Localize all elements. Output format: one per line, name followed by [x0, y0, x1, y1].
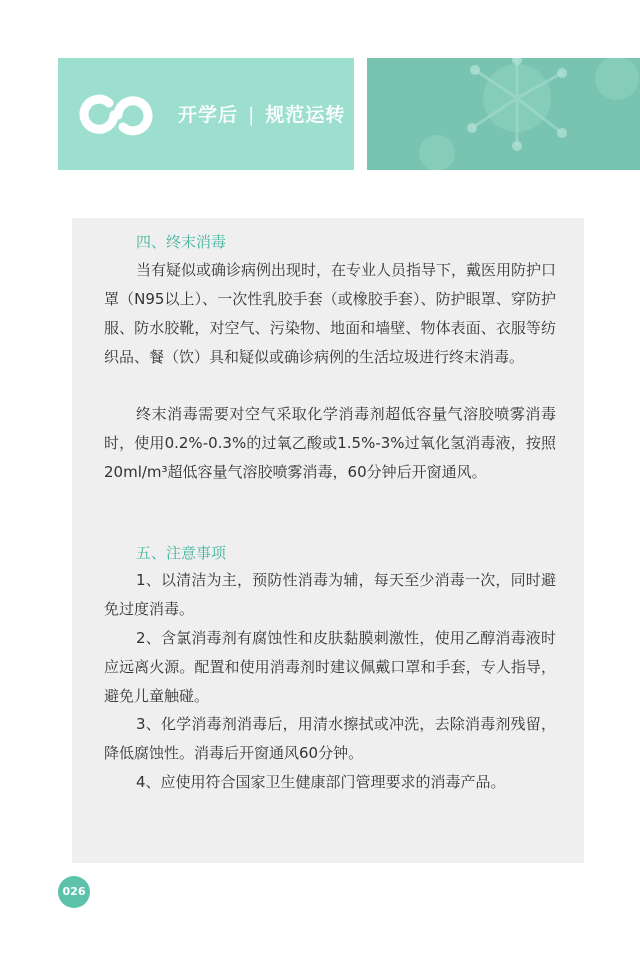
paragraph: 4、应使用符合国家卫生健康部门管理要求的消毒产品。 — [136, 773, 506, 791]
paragraph: 3、化学消毒剂消毒后，用清水擦拭或冲洗，去除消毒剂残留，降低腐蚀性。消毒后开窗通风60分钟。 — [104, 715, 556, 762]
virus-illustration — [367, 58, 640, 170]
section-heading-precautions: 五、注意事项 — [136, 544, 227, 562]
logo-icon — [76, 92, 156, 138]
paragraph: 1、以清洁为主，预防性消毒为辅，每天至少消毒一次，同时避免过度消毒。 — [104, 571, 556, 618]
paragraph: 2、含氯消毒剂有腐蚀性和皮肤黏膜刺激性，使用乙醇消毒液时应远离火源。配置和使用消毒剂时建议佩戴口罩和手套，专人指导，避免儿童触碰。 — [104, 629, 556, 705]
header-virus-image — [367, 58, 640, 170]
header-title — [178, 100, 345, 130]
section-heading-terminal-disinfection: 四、终末消毒 — [136, 233, 227, 251]
paragraph: 终末消毒需要对空气采取化学消毒剂超低容量气溶胶喷雾消毒时，使用0.2%-0.3%的过氧乙酸或1.5%-3%过氧化氢消毒液，按照20ml/m³超低容量气溶胶喷雾消毒，60分钟后开窗通风。 — [104, 405, 556, 481]
header-title-right: 规范运转 — [265, 104, 346, 126]
header-separator: | — [248, 104, 256, 126]
paragraph: 当有疑似或确诊病例出现时，在专业人员指导下，戴医用防护口罩（N95以上）、一次性乳胶手套（或橡胶手套）、防护眼罩、穿防护服、防水胶靴，对空气、污染物、地面和墙壁、物体表面、衣服等纺织品、餐（饮）具和疑似或确诊病例的生活垃圾进行终末消毒。 — [104, 261, 557, 366]
page-number-badge: 026 — [58, 876, 90, 908]
header-title-left: 开学后 — [178, 104, 239, 126]
